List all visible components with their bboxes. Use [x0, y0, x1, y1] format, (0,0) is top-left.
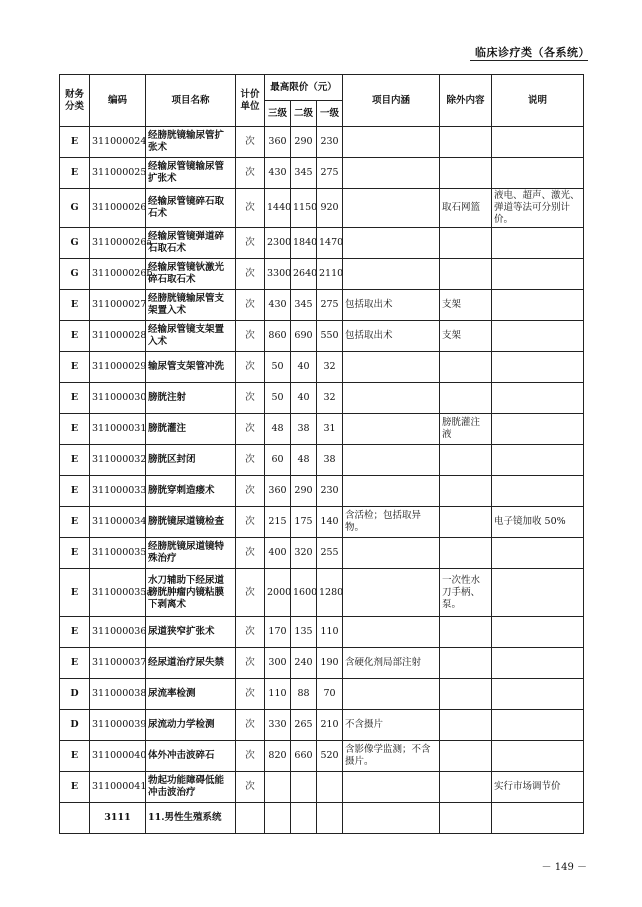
- cell-p2: 40: [291, 383, 317, 414]
- cell-cls: E: [60, 290, 90, 321]
- cell-p2: 40: [291, 352, 317, 383]
- cell-p1: 2110: [317, 259, 343, 290]
- table-row: [60, 476, 584, 507]
- cell-p1: 210: [317, 710, 343, 741]
- cell-name: 经膀胱镜尿道镜特殊治疗: [146, 538, 236, 569]
- cell-name: 经输尿管镜弹道碎石取石术: [146, 228, 236, 259]
- cell-p2: 345: [291, 290, 317, 321]
- cell-exclude: [440, 507, 492, 538]
- table-row: [60, 445, 584, 476]
- cell-content: [343, 158, 440, 189]
- cell-exclude: [440, 476, 492, 507]
- cell-exclude: [440, 127, 492, 158]
- col-header-name: 项目名称: [146, 75, 236, 127]
- cell-cls: E: [60, 127, 90, 158]
- cell-cls: D: [60, 710, 90, 741]
- cell-exclude: [440, 228, 492, 259]
- cell-cls: [60, 803, 90, 834]
- cell-p3: 60: [265, 445, 291, 476]
- cell-content: 不含摄片: [343, 710, 440, 741]
- cell-name: 尿流率检测: [146, 679, 236, 710]
- cell-content: [343, 679, 440, 710]
- table-row: [60, 803, 584, 834]
- cell-p3: 400: [265, 538, 291, 569]
- cell-note: [492, 803, 584, 834]
- cell-unit: 次: [236, 290, 265, 321]
- cell-name: 经输尿管镜钬激光碎石取石术: [146, 259, 236, 290]
- cell-content: [343, 228, 440, 259]
- cell-p3: 820: [265, 741, 291, 772]
- cell-content: 包括取出术: [343, 290, 440, 321]
- cell-exclude: [440, 383, 492, 414]
- cell-code: 311000026a: [90, 228, 146, 259]
- cell-note: [492, 228, 584, 259]
- cell-note: [492, 617, 584, 648]
- cell-content: [343, 803, 440, 834]
- cell-exclude: 支架: [440, 321, 492, 352]
- cell-exclude: [440, 648, 492, 679]
- cell-p2: 345: [291, 158, 317, 189]
- col-header-note: 说明: [492, 75, 584, 127]
- cell-p3: 215: [265, 507, 291, 538]
- cell-code: 311000037: [90, 648, 146, 679]
- table-row: [60, 538, 584, 569]
- cell-cls: E: [60, 321, 90, 352]
- cell-name: 经输尿管镜碎石取石术: [146, 189, 236, 228]
- cell-p1: 275: [317, 158, 343, 189]
- cell-p3: 110: [265, 679, 291, 710]
- cell-p1: [317, 803, 343, 834]
- cell-unit: 次: [236, 617, 265, 648]
- cell-p3: 50: [265, 383, 291, 414]
- cell-note: [492, 445, 584, 476]
- cell-code: 311000027: [90, 290, 146, 321]
- cell-name: 经膀胱镜输尿管扩张术: [146, 127, 236, 158]
- table-row: [60, 679, 584, 710]
- cell-content: [343, 189, 440, 228]
- col-header-exclude: 除外内容: [440, 75, 492, 127]
- table-row: [60, 648, 584, 679]
- cell-exclude: [440, 158, 492, 189]
- cell-code: 311000026: [90, 189, 146, 228]
- cell-p2: 1600: [291, 569, 317, 617]
- cell-p1: 1470: [317, 228, 343, 259]
- cell-cls: G: [60, 228, 90, 259]
- cell-unit: 次: [236, 228, 265, 259]
- cell-note: [492, 383, 584, 414]
- cell-note: [492, 127, 584, 158]
- cell-content: [343, 352, 440, 383]
- cell-code: 311000035a: [90, 569, 146, 617]
- cell-name: 膀胱区封闭: [146, 445, 236, 476]
- cell-exclude: [440, 259, 492, 290]
- cell-cls: E: [60, 414, 90, 445]
- cell-unit: 次: [236, 538, 265, 569]
- cell-p1: 255: [317, 538, 343, 569]
- cell-p3: 300: [265, 648, 291, 679]
- cell-content: [343, 259, 440, 290]
- cell-name: 膀胱穿刺造瘘术: [146, 476, 236, 507]
- cell-note: [492, 352, 584, 383]
- cell-unit: 次: [236, 158, 265, 189]
- cell-p3: [265, 803, 291, 834]
- cell-p3: 170: [265, 617, 291, 648]
- cell-name: 尿道狭窄扩张术: [146, 617, 236, 648]
- cell-code: 311000032: [90, 445, 146, 476]
- cell-unit: 次: [236, 259, 265, 290]
- cell-p2: 38: [291, 414, 317, 445]
- cell-p2: 175: [291, 507, 317, 538]
- page-number: － 149 －: [541, 862, 587, 873]
- cell-name: 尿流动力学检测: [146, 710, 236, 741]
- cell-cls: E: [60, 158, 90, 189]
- cell-content: [343, 617, 440, 648]
- table-row: [60, 772, 584, 803]
- cell-p2: 88: [291, 679, 317, 710]
- col-header-code: 编码: [90, 75, 146, 127]
- cell-p2: 290: [291, 127, 317, 158]
- cell-content: [343, 414, 440, 445]
- cell-unit: 次: [236, 127, 265, 158]
- cell-code: 3111: [90, 803, 146, 834]
- cell-exclude: 一次性水刀手柄、泵。: [440, 569, 492, 617]
- cell-note: [492, 321, 584, 352]
- cell-exclude: 膀胱灌注液: [440, 414, 492, 445]
- cell-exclude: [440, 741, 492, 772]
- cell-p3: 430: [265, 290, 291, 321]
- cell-note: [492, 259, 584, 290]
- cell-note: 电子镜加收 50%: [492, 507, 584, 538]
- cell-p3: 48: [265, 414, 291, 445]
- cell-exclude: [440, 710, 492, 741]
- cell-p2: 240: [291, 648, 317, 679]
- cell-p3: 430: [265, 158, 291, 189]
- cell-content: [343, 772, 440, 803]
- cell-content: 包括取出术: [343, 321, 440, 352]
- cell-content: 含活检；包括取异物。: [343, 507, 440, 538]
- cell-p2: 320: [291, 538, 317, 569]
- cell-p3: 2300: [265, 228, 291, 259]
- cell-unit: 次: [236, 569, 265, 617]
- cell-cls: E: [60, 538, 90, 569]
- cell-cls: G: [60, 189, 90, 228]
- col-header-level1: 一级: [317, 101, 343, 127]
- cell-unit: 次: [236, 476, 265, 507]
- cell-p1: 520: [317, 741, 343, 772]
- cell-p3: 1440: [265, 189, 291, 228]
- cell-cls: E: [60, 772, 90, 803]
- cell-p2: [291, 772, 317, 803]
- cell-unit: 次: [236, 445, 265, 476]
- table-row: [60, 228, 584, 259]
- cell-p1: 38: [317, 445, 343, 476]
- cell-note: [492, 710, 584, 741]
- cell-p1: [317, 772, 343, 803]
- cell-content: 含影像学监测；不含摄片。: [343, 741, 440, 772]
- cell-p1: 70: [317, 679, 343, 710]
- cell-p3: 2000: [265, 569, 291, 617]
- cell-p2: 135: [291, 617, 317, 648]
- cell-cls: E: [60, 476, 90, 507]
- cell-cls: E: [60, 445, 90, 476]
- cell-exclude: [440, 617, 492, 648]
- cell-note: [492, 538, 584, 569]
- table-row: [60, 259, 584, 290]
- cell-note: 实行市场调节价: [492, 772, 584, 803]
- cell-cls: E: [60, 569, 90, 617]
- cell-unit: 次: [236, 321, 265, 352]
- cell-p1: 110: [317, 617, 343, 648]
- cell-note: [492, 648, 584, 679]
- cell-cls: D: [60, 679, 90, 710]
- cell-p2: 660: [291, 741, 317, 772]
- cell-unit: 次: [236, 352, 265, 383]
- cell-code: 311000034: [90, 507, 146, 538]
- cell-p3: [265, 772, 291, 803]
- page-header: 临床诊疗类（各系统）: [475, 46, 590, 59]
- cell-exclude: [440, 352, 492, 383]
- col-header-fin-class: 财务分类: [60, 75, 90, 127]
- table-row: [60, 710, 584, 741]
- cell-exclude: [440, 772, 492, 803]
- cell-code: 311000029: [90, 352, 146, 383]
- cell-exclude: 支架: [440, 290, 492, 321]
- cell-cls: E: [60, 352, 90, 383]
- cell-exclude: [440, 679, 492, 710]
- fee-table: [59, 74, 584, 834]
- cell-p1: 32: [317, 352, 343, 383]
- cell-name: 水刀辅助下经尿道膀胱肿瘤内镜粘膜下剥离术: [146, 569, 236, 617]
- cell-exclude: [440, 538, 492, 569]
- cell-unit: 次: [236, 189, 265, 228]
- cell-name: 经膀胱镜输尿管支架置入术: [146, 290, 236, 321]
- col-header-unit: 计价单位: [236, 75, 265, 127]
- cell-exclude: 取石网篮: [440, 189, 492, 228]
- cell-name: 膀胱注射: [146, 383, 236, 414]
- cell-name: 经输尿管镜支架置入术: [146, 321, 236, 352]
- cell-content: [343, 538, 440, 569]
- cell-unit: 次: [236, 710, 265, 741]
- cell-p2: 290: [291, 476, 317, 507]
- cell-cls: E: [60, 383, 90, 414]
- cell-cls: E: [60, 507, 90, 538]
- cell-p1: 190: [317, 648, 343, 679]
- cell-p1: 230: [317, 476, 343, 507]
- cell-code: 311000040: [90, 741, 146, 772]
- cell-unit: 次: [236, 383, 265, 414]
- cell-content: [343, 445, 440, 476]
- cell-note: [492, 741, 584, 772]
- cell-p1: 31: [317, 414, 343, 445]
- cell-exclude: [440, 445, 492, 476]
- cell-code: 311000031: [90, 414, 146, 445]
- cell-code: 311000038: [90, 679, 146, 710]
- table-row: [60, 569, 584, 617]
- cell-code: 311000033: [90, 476, 146, 507]
- fee-table-body: [60, 127, 584, 834]
- cell-name: 膀胱镜尿道镜检查: [146, 507, 236, 538]
- cell-name: 经输尿管镜输尿管扩张术: [146, 158, 236, 189]
- cell-code: 311000036: [90, 617, 146, 648]
- col-header-level2: 二级: [291, 101, 317, 127]
- table-row: [60, 617, 584, 648]
- cell-note: [492, 569, 584, 617]
- cell-code: 311000025: [90, 158, 146, 189]
- cell-cls: E: [60, 617, 90, 648]
- table-row: [60, 352, 584, 383]
- cell-unit: 次: [236, 741, 265, 772]
- cell-note: [492, 679, 584, 710]
- cell-unit: 次: [236, 679, 265, 710]
- cell-exclude: [440, 803, 492, 834]
- cell-cls: E: [60, 741, 90, 772]
- cell-p3: 360: [265, 476, 291, 507]
- cell-p2: 1840: [291, 228, 317, 259]
- cell-p1: 230: [317, 127, 343, 158]
- cell-p2: 265: [291, 710, 317, 741]
- cell-p1: 32: [317, 383, 343, 414]
- cell-p1: 1280: [317, 569, 343, 617]
- cell-p1: 920: [317, 189, 343, 228]
- cell-code: 311000041: [90, 772, 146, 803]
- col-header-max-price: 最高限价（元）: [265, 75, 343, 101]
- col-header-level3: 三级: [265, 101, 291, 127]
- cell-code: 311000030: [90, 383, 146, 414]
- cell-code: 311000026b: [90, 259, 146, 290]
- cell-cls: E: [60, 648, 90, 679]
- col-header-content: 项目内涵: [343, 75, 440, 127]
- table-row: [60, 507, 584, 538]
- table-row: [60, 741, 584, 772]
- cell-p3: 860: [265, 321, 291, 352]
- cell-p2: 1150: [291, 189, 317, 228]
- cell-cls: G: [60, 259, 90, 290]
- cell-name: 勃起功能障碍低能冲击波治疗: [146, 772, 236, 803]
- cell-name: 膀胱灌注: [146, 414, 236, 445]
- cell-code: 311000039: [90, 710, 146, 741]
- cell-content: [343, 127, 440, 158]
- table-row: [60, 321, 584, 352]
- cell-note: [492, 290, 584, 321]
- table-row: [60, 189, 584, 228]
- cell-name: 经尿道治疗尿失禁: [146, 648, 236, 679]
- cell-unit: 次: [236, 507, 265, 538]
- cell-name: 11.男性生殖系统: [146, 803, 236, 834]
- cell-p2: 690: [291, 321, 317, 352]
- cell-code: 311000028: [90, 321, 146, 352]
- cell-content: [343, 569, 440, 617]
- cell-note: [492, 476, 584, 507]
- cell-unit: [236, 803, 265, 834]
- cell-unit: 次: [236, 648, 265, 679]
- cell-unit: 次: [236, 772, 265, 803]
- cell-p2: 2640: [291, 259, 317, 290]
- cell-content: 含硬化剂局部注射: [343, 648, 440, 679]
- table-row: [60, 158, 584, 189]
- cell-unit: 次: [236, 414, 265, 445]
- cell-p1: 275: [317, 290, 343, 321]
- cell-note: 液电、超声、激光、弹道等法可分别计价。: [492, 189, 584, 228]
- cell-code: 311000035: [90, 538, 146, 569]
- header-underline: [470, 60, 588, 61]
- cell-content: [343, 476, 440, 507]
- cell-note: [492, 414, 584, 445]
- cell-p3: 330: [265, 710, 291, 741]
- cell-name: 体外冲击波碎石: [146, 741, 236, 772]
- cell-p2: 48: [291, 445, 317, 476]
- cell-code: 311000024: [90, 127, 146, 158]
- table-row: [60, 127, 584, 158]
- cell-p3: 3300: [265, 259, 291, 290]
- cell-p1: 550: [317, 321, 343, 352]
- cell-note: [492, 158, 584, 189]
- cell-p3: 360: [265, 127, 291, 158]
- table-row: [60, 383, 584, 414]
- cell-p3: 50: [265, 352, 291, 383]
- cell-p2: [291, 803, 317, 834]
- cell-name: 输尿管支架管冲洗: [146, 352, 236, 383]
- table-row: [60, 414, 584, 445]
- table-row: [60, 290, 584, 321]
- cell-content: [343, 383, 440, 414]
- cell-p1: 140: [317, 507, 343, 538]
